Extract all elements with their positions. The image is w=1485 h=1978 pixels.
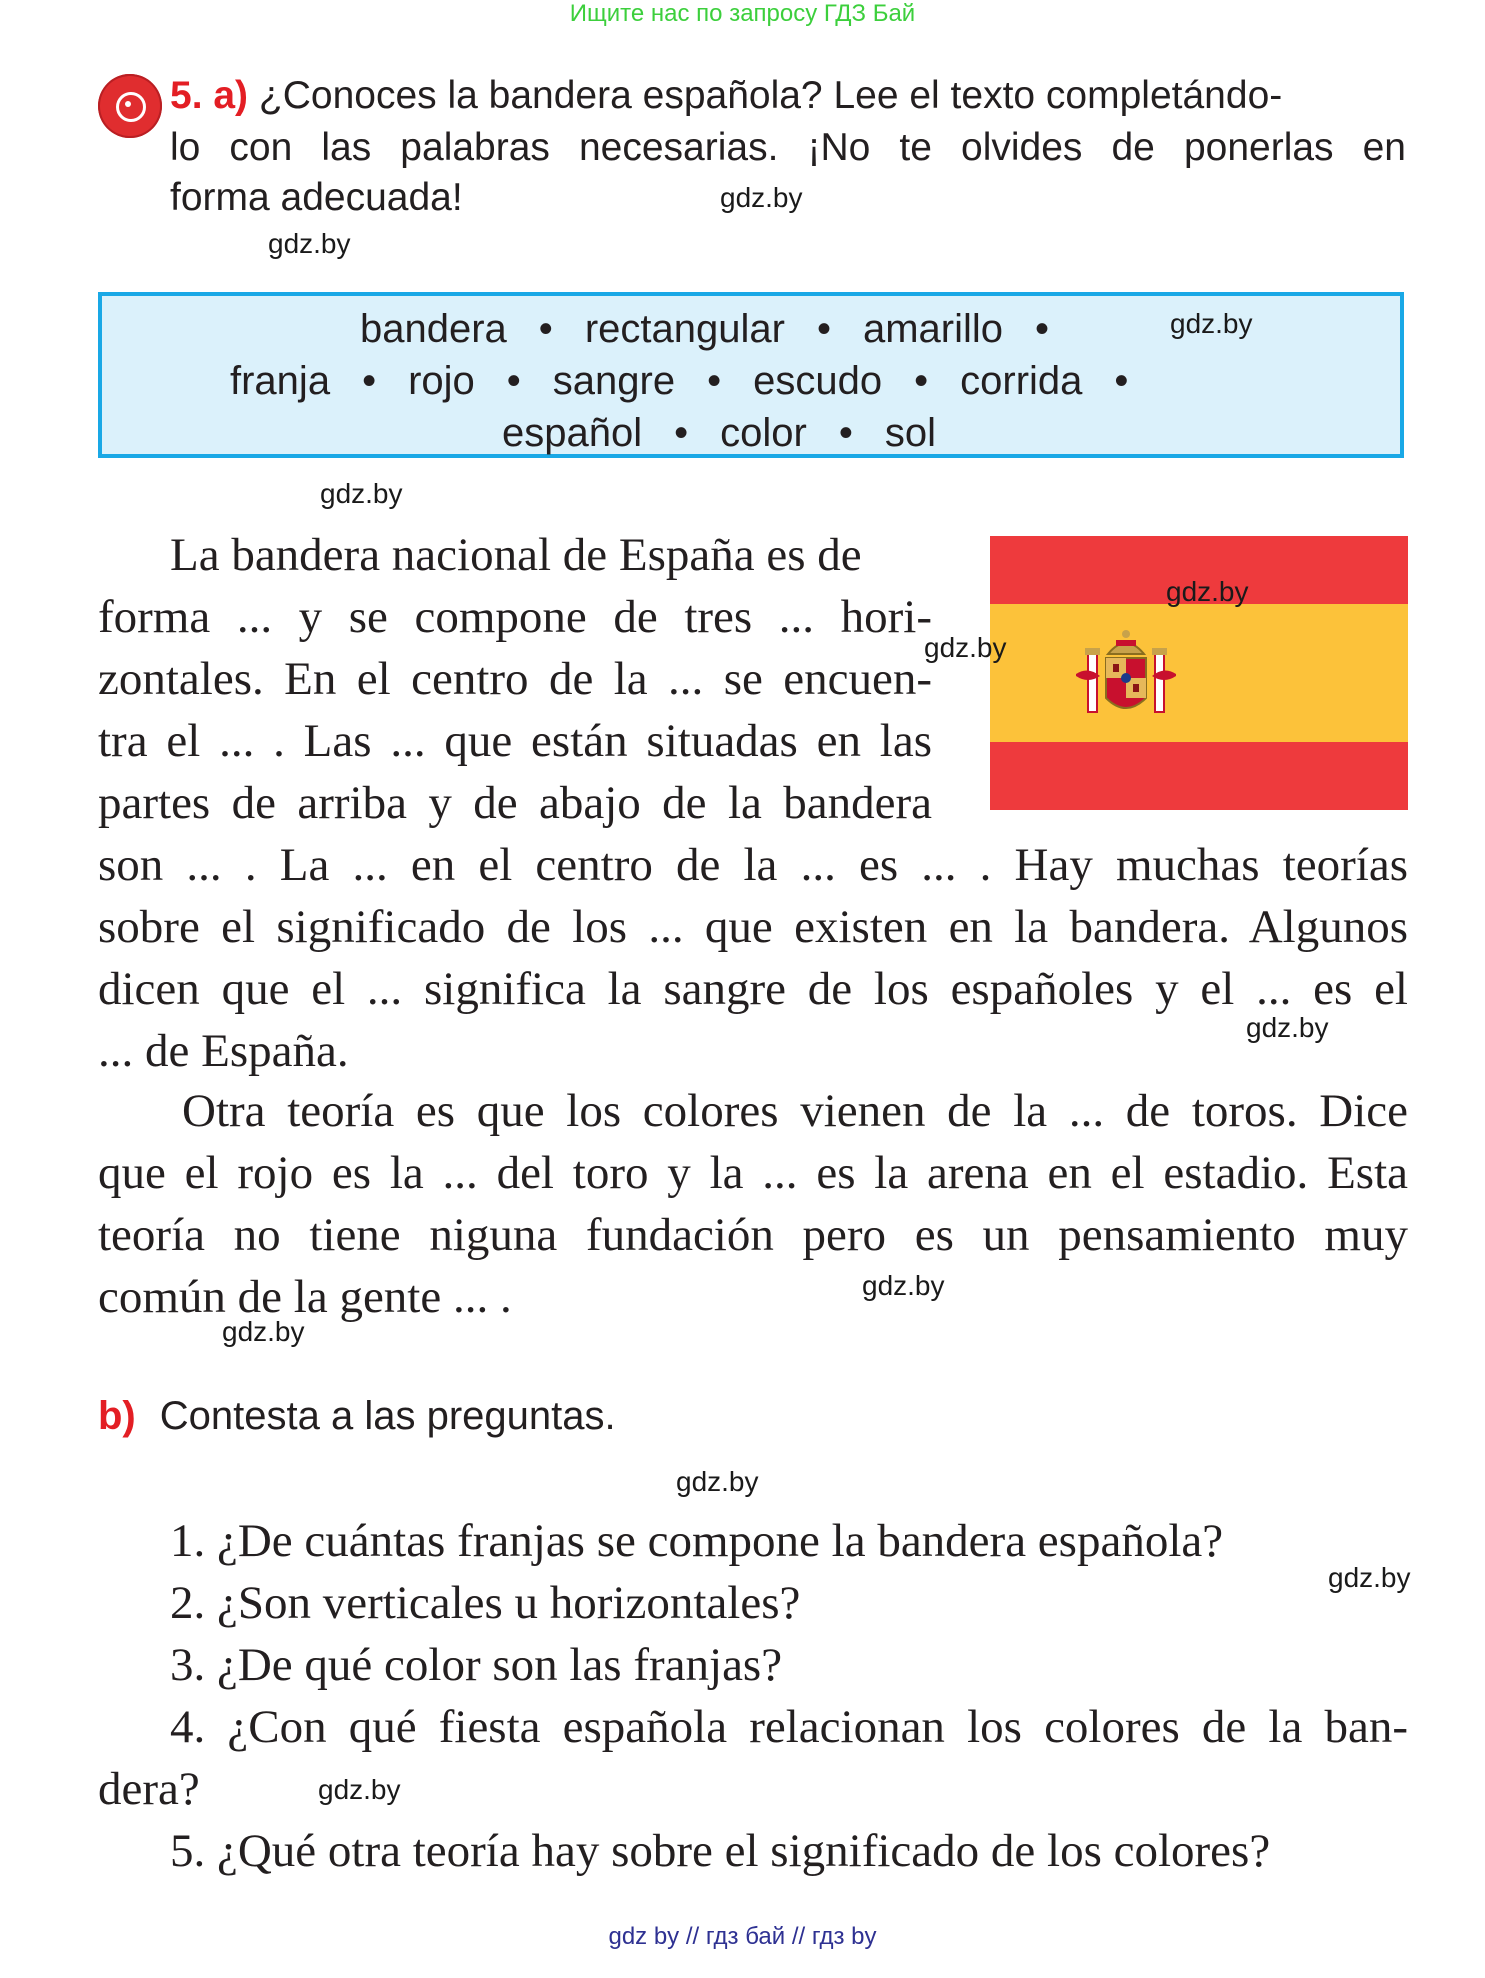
word-corrida: corrida	[960, 359, 1083, 403]
watermark: gdz.by	[320, 478, 403, 509]
task-text-line2: lo con las palabras necesarias. ¡No te olvides de ponerlas en	[170, 126, 1406, 169]
task-number: 5. a)	[170, 74, 249, 117]
task-heading-line1	[170, 70, 1406, 122]
word-color: color	[720, 411, 807, 455]
watermark: gdz.by	[676, 1466, 759, 1497]
text-line-13: común de la gente ... .	[98, 1271, 512, 1323]
watermark: gdz.by	[720, 182, 803, 213]
coat-of-arms-icon	[1066, 614, 1186, 734]
watermark: gdz.by	[1170, 308, 1253, 339]
watermark: gdz.by	[862, 1270, 945, 1301]
text-line-11: que el rojo es la ... del toro y la ... es la arena en el estadio. Esta	[98, 1147, 1408, 1199]
word-espanol: español	[502, 411, 643, 455]
text-line-10: Otra teoría es que los colores vienen de la ... de toros. Dice	[182, 1085, 1408, 1137]
text-line-6: son ... . La ... en el centro de la ... es ... . Hay muchas teorías	[98, 839, 1408, 891]
word-bank-row-2: franja • rojo • sangre • escudo • corrida •	[230, 356, 1485, 406]
watermark: gdz.by	[268, 228, 351, 259]
question-3: 3. ¿De qué color son las franjas?	[170, 1639, 783, 1691]
word-sol: sol	[884, 411, 936, 455]
word-escudo: escudo	[753, 359, 883, 403]
word-bandera: bandera	[360, 307, 507, 351]
word-amarillo: amarillo	[862, 307, 1003, 351]
word-franja: franja	[230, 359, 331, 403]
text-line-9: ... de España.	[98, 1025, 349, 1077]
text-line-4: tra el ... . Las ... que están situadas en las	[98, 715, 932, 767]
part-b-instruction: Contesta a las preguntas.	[159, 1394, 616, 1438]
watermark: gdz.by	[318, 1774, 401, 1805]
watermark: gdz.by	[222, 1316, 305, 1347]
footer-watermark: gdz by // гдз бай // гдз by	[608, 1923, 877, 1950]
question-2: 2. ¿Son verticales u horizontales?	[170, 1577, 801, 1629]
word-bank-row-1: bandera • rectangular • amarillo •	[360, 304, 1485, 354]
part-b-label: b)	[98, 1394, 136, 1438]
question-4: 4. ¿Con qué fiesta española relacionan los colores de la ban-	[170, 1701, 1408, 1753]
word-rectangular: rectangular	[584, 307, 785, 351]
question-5: 5. ¿Qué otra teoría hay sobre el significado de los colores?	[170, 1825, 1271, 1877]
question-4-continued: dera?	[98, 1763, 200, 1815]
watermark: gdz.by	[1246, 1012, 1329, 1043]
word-rojo: rojo	[408, 359, 475, 403]
text-line-7: sobre el significado de los ... que existen en la bandera. Algunos	[98, 901, 1408, 953]
top-banner: Ищите нас по запросу ГДЗ Бай	[569, 0, 916, 27]
watermark: gdz.by	[924, 632, 1007, 663]
watermark: gdz.by	[1166, 576, 1249, 607]
text-line-8: dicen que el ... significa la sangre de los españoles y el ... es el	[98, 963, 1408, 1015]
text-line-1: La bandera nacional de España es de	[170, 529, 862, 581]
word-bank-row-3: español • color • sol	[502, 408, 1485, 458]
task-text-line1: ¿Conoces la bandera española? Lee el texto completándo-	[258, 74, 1283, 117]
text-line-12: teoría no tiene niguna fundación pero es un pensamiento muy	[98, 1209, 1408, 1261]
word-sangre: sangre	[552, 359, 676, 403]
text-line-5: partes de arriba y de abajo de la bandera	[98, 777, 932, 829]
part-b-heading	[98, 1390, 616, 1442]
text-line-3: zontales. En el centro de la ... se encuen-	[98, 653, 932, 705]
task-text-line3: forma adecuada!	[170, 176, 463, 219]
text-line-2: forma ... y se compone de tres ... hori-	[98, 591, 932, 643]
cd-audio-icon[interactable]	[98, 74, 162, 138]
question-1: 1. ¿De cuántas franjas se compone la bandera española?	[170, 1515, 1224, 1567]
watermark: gdz.by	[1328, 1562, 1411, 1593]
